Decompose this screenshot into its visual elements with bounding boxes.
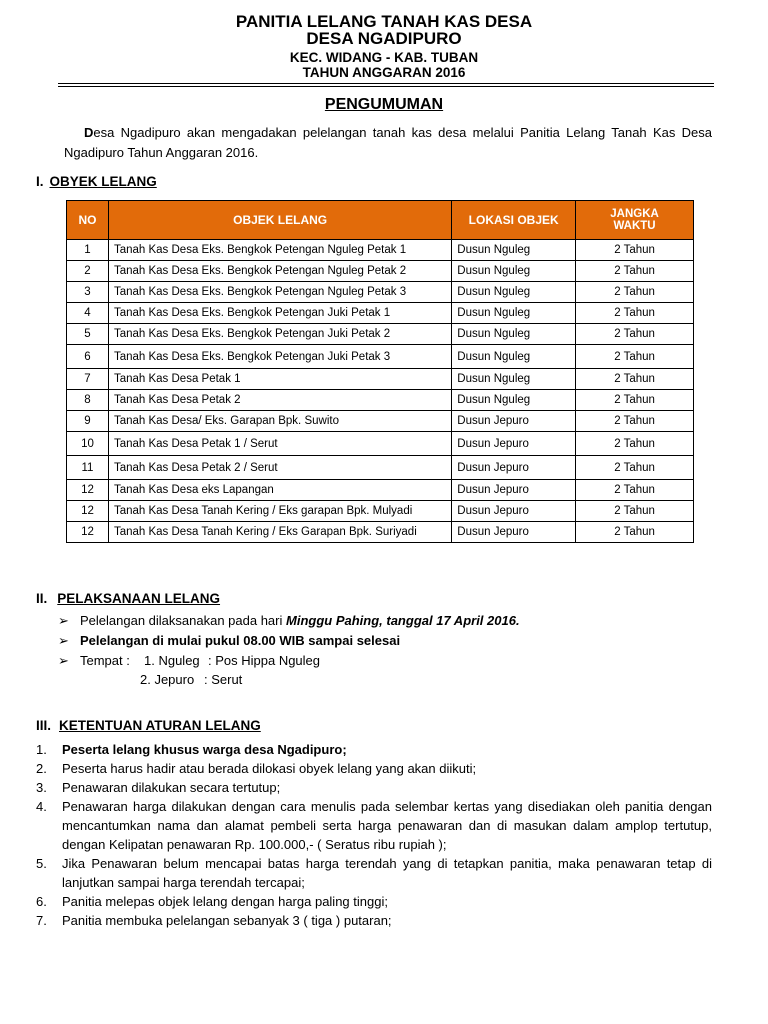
cell-object: Tanah Kas Desa Petak 2 / Serut <box>108 456 451 480</box>
rule-text: Peserta harus hadir atau berada dilokasi obyek lelang yang akan diikuti; <box>62 761 477 776</box>
auction-objects-table <box>66 200 694 543</box>
cell-period: 2 Tahun <box>576 390 694 411</box>
cell-period: 2 Tahun <box>576 324 694 345</box>
table-row <box>67 501 694 522</box>
cell-object: Tanah Kas Desa eks Lapangan <box>108 480 451 501</box>
location-second <box>80 672 242 687</box>
table-row <box>67 456 694 480</box>
rule-text: Peserta lelang khusus warga desa Ngadipuro; <box>62 742 347 757</box>
budget-year-title: TAHUN ANGGARAN 2016 <box>302 65 466 80</box>
rule-item <box>36 797 712 854</box>
cell-object: Tanah Kas Desa Eks. Bengkok Petengan Juki Petak 2 <box>108 324 451 345</box>
section-3-number: III. <box>36 718 52 733</box>
table-row <box>67 345 694 369</box>
cell-period: 2 Tahun <box>576 501 694 522</box>
cell-no: 6 <box>67 345 109 369</box>
cell-location: Dusun Nguleg <box>452 369 576 390</box>
table-header-row <box>67 201 694 240</box>
rule-item <box>36 778 712 797</box>
rule-number: 4. <box>36 799 47 814</box>
cell-no: 9 <box>67 411 109 432</box>
intro-paragraph <box>64 123 712 163</box>
header-divider-thick <box>58 83 714 84</box>
cell-object: Tanah Kas Desa Petak 2 <box>108 390 451 411</box>
village-title: DESA NGADIPURO <box>306 29 462 48</box>
arrow-bullet-icon: ➢ <box>58 633 69 648</box>
location-name: 2. Jepuro <box>140 672 195 687</box>
col-header-object: OBJEK LELANG <box>108 201 451 240</box>
cell-no: 3 <box>67 282 109 303</box>
cell-period: 2 Tahun <box>576 522 694 543</box>
cell-object: Tanah Kas Desa Eks. Bengkok Petengan Juki Petak 3 <box>108 345 451 369</box>
committee-title: PANITIA LELANG TANAH KAS DESA <box>235 12 533 31</box>
cell-no: 1 <box>67 240 109 261</box>
cell-object: Tanah Kas Desa Eks. Bengkok Petengan Nguleg Petak 3 <box>108 282 451 303</box>
rule-text: Jika Penawaran belum mencapai batas harga terendah yang di tetapkan panitia, maka penawaran tetap di lanjutkan sampai harga terendah tercapai; <box>62 856 712 890</box>
cell-object: Tanah Kas Desa Eks. Bengkok Petengan Nguleg Petak 1 <box>108 240 451 261</box>
rule-number: 5. <box>36 856 47 871</box>
cell-location: Dusun Nguleg <box>452 345 576 369</box>
cell-object: Tanah Kas Desa Tanah Kering / Eks Garapan Bpk. Suriyadi <box>108 522 451 543</box>
rule-number: 6. <box>36 894 47 909</box>
header-divider-thin <box>58 86 714 87</box>
auction-time: Pelelangan di mulai pukul 08.00 WIB sampai selesai <box>80 633 401 648</box>
table-row <box>67 261 694 282</box>
cell-no: 12 <box>67 501 109 522</box>
cell-object: Tanah Kas Desa Petak 1 / Serut <box>108 432 451 456</box>
cell-no: 4 <box>67 303 109 324</box>
cell-period: 2 Tahun <box>576 261 694 282</box>
cell-period: 2 Tahun <box>576 480 694 501</box>
announcement-title: PENGUMUMAN <box>324 96 444 113</box>
rule-text: Panitia melepas objek lelang dengan harga paling tinggi; <box>62 894 388 909</box>
bullet-time <box>58 633 400 649</box>
cell-object: Tanah Kas Desa Petak 1 <box>108 369 451 390</box>
rule-item <box>36 759 712 778</box>
rule-item <box>36 911 712 930</box>
rule-item <box>36 854 712 892</box>
cell-location: Dusun Jepuro <box>452 432 576 456</box>
rule-number: 3. <box>36 780 47 795</box>
bullet-date <box>58 613 520 629</box>
section-3-heading <box>36 718 261 733</box>
table-row <box>67 432 694 456</box>
intro-lead-letter: D <box>84 125 94 140</box>
location-place: : Serut <box>204 672 243 687</box>
table-row <box>67 522 694 543</box>
cell-object: Tanah Kas Desa Eks. Bengkok Petengan Nguleg Petak 2 <box>108 261 451 282</box>
bullet-location <box>58 653 320 669</box>
table-row <box>67 240 694 261</box>
cell-no: 10 <box>67 432 109 456</box>
cell-location: Dusun Nguleg <box>452 324 576 345</box>
cell-location: Dusun Nguleg <box>452 390 576 411</box>
table-row <box>67 411 694 432</box>
cell-location: Dusun Jepuro <box>452 522 576 543</box>
col-header-location: LOKASI OBJEK <box>452 201 576 240</box>
table-row <box>67 480 694 501</box>
col-header-period: JANGKA WAKTU <box>576 201 694 240</box>
cell-location: Dusun Nguleg <box>452 240 576 261</box>
table-row <box>67 369 694 390</box>
cell-no: 7 <box>67 369 109 390</box>
bullet-date-text: Pelelangan dilaksanakan pada hari <box>80 613 286 628</box>
auction-date: Minggu Pahing, tanggal 17 April 2016. <box>286 613 520 628</box>
section-2-heading <box>36 591 220 606</box>
rule-item <box>36 740 712 759</box>
cell-period: 2 Tahun <box>576 282 694 303</box>
section-2-number: II. <box>36 591 48 606</box>
rule-item <box>36 892 712 911</box>
table-body <box>67 240 694 543</box>
rule-number: 2. <box>36 761 47 776</box>
cell-location: Dusun Jepuro <box>452 501 576 522</box>
cell-period: 2 Tahun <box>576 369 694 390</box>
cell-no: 5 <box>67 324 109 345</box>
cell-location: Dusun Nguleg <box>452 261 576 282</box>
section-1-number: I. <box>36 174 44 189</box>
cell-period: 2 Tahun <box>576 456 694 480</box>
cell-object: Tanah Kas Desa Tanah Kering / Eks garapan Bpk. Mulyadi <box>108 501 451 522</box>
location-place: : Pos Hippa Nguleg <box>208 653 321 668</box>
cell-period: 2 Tahun <box>576 303 694 324</box>
rule-text: Penawaran dilakukan secara tertutup; <box>62 780 281 795</box>
rule-number: 7. <box>36 913 47 928</box>
cell-period: 2 Tahun <box>576 411 694 432</box>
table-row <box>67 390 694 411</box>
cell-location: Dusun Jepuro <box>452 480 576 501</box>
arrow-bullet-icon: ➢ <box>58 653 69 668</box>
cell-location: Dusun Nguleg <box>452 282 576 303</box>
cell-no: 12 <box>67 522 109 543</box>
table-row <box>67 303 694 324</box>
cell-object: Tanah Kas Desa/ Eks. Garapan Bpk. Suwito <box>108 411 451 432</box>
location-name: 1. Nguleg <box>144 653 200 668</box>
cell-period: 2 Tahun <box>576 432 694 456</box>
section-1-title: OBYEK LELANG <box>49 174 157 189</box>
col-header-no: NO <box>67 201 109 240</box>
section-2-title: PELAKSANAAN LELANG <box>57 591 221 606</box>
intro-text: esa Ngadipuro akan mengadakan pelelangan tanah kas desa melalui Panitia Lelang Tanah Kas Desa Ngadipuro Tahun Anggaran 2016. <box>64 125 712 160</box>
table-row <box>67 324 694 345</box>
cell-no: 8 <box>67 390 109 411</box>
cell-no: 2 <box>67 261 109 282</box>
rules-list <box>36 740 712 930</box>
cell-no: 11 <box>67 456 109 480</box>
cell-no: 12 <box>67 480 109 501</box>
announcement-heading <box>0 96 768 114</box>
table-row <box>67 282 694 303</box>
rule-number: 1. <box>36 742 47 757</box>
rule-text: Penawaran harga dilakukan dengan cara menulis pada selembar kertas yang disediakan oleh panitia dengan mencantumkan nama dan alamat pembeli serta harga penawaran dan di masukan dalam amplop tertutup, dengan Kelipatan penawaran Rp. 100.000,- ( Seratus ribu rupiah ); <box>62 799 712 852</box>
district-title: KEC. WIDANG - KAB. TUBAN <box>289 50 479 65</box>
location-label: Tempat : <box>80 653 130 668</box>
cell-location: Dusun Jepuro <box>452 456 576 480</box>
rule-text: Panitia membuka pelelangan sebanyak 3 ( tiga ) putaran; <box>62 913 392 928</box>
cell-period: 2 Tahun <box>576 345 694 369</box>
section-3-title: KETENTUAN ATURAN LELANG <box>59 718 261 733</box>
cell-object: Tanah Kas Desa Eks. Bengkok Petengan Juki Petak 1 <box>108 303 451 324</box>
cell-location: Dusun Jepuro <box>452 411 576 432</box>
cell-period: 2 Tahun <box>576 240 694 261</box>
section-1-heading <box>36 174 157 189</box>
arrow-bullet-icon: ➢ <box>58 613 69 628</box>
cell-location: Dusun Nguleg <box>452 303 576 324</box>
